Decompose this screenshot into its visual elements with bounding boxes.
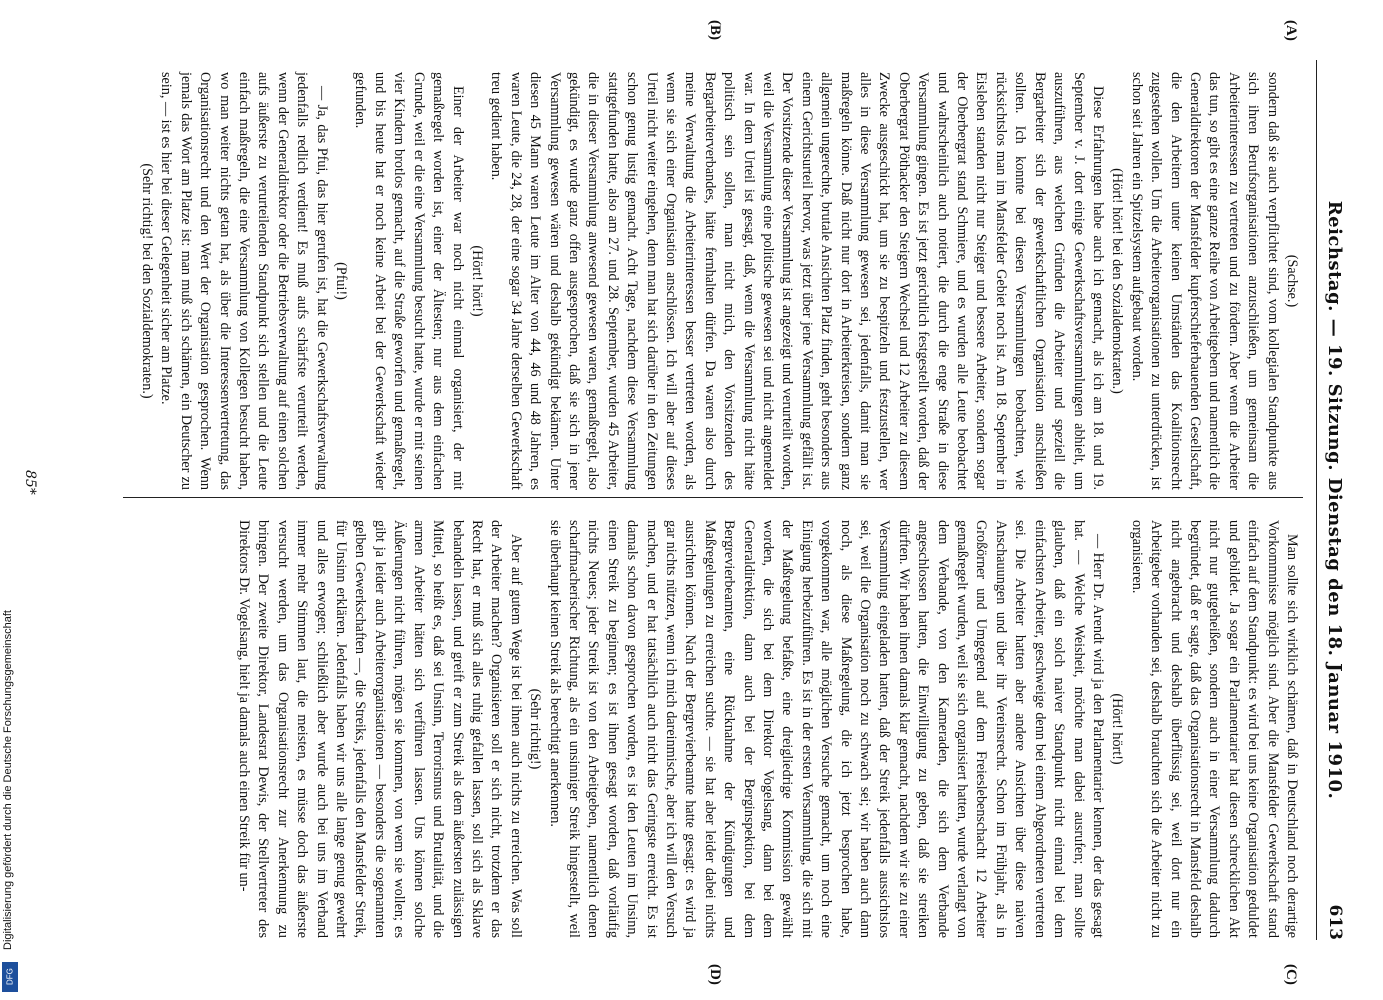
left-column (137, 72, 1301, 490)
paragraph: Man sollte sich wirklich schämen, daß in Deutschland noch derartige Vorkommnisse möglich sind. Aber die Mansfelder Gewerkschaft stand einfach auf dem Standpunkt: es wird bei uns keine Organisation geduldet und gebildet. Ja sogar ein Parlamentarier hat diesen schrecklichen Akt nicht nur gutgeheißen, sondern auch in einer Versammlung dadurch begründet, daß er sagte, daß das Organisationsrecht in Mansfeld deshalb nicht angebracht und deshalb überflüssig sei, weil dort nur ein Arbeitgeber vorhanden sei, deshalb brauchten sich die Arbeiter nicht zu organisieren. (1128, 520, 1300, 938)
paragraph: Einer der Arbeiter war noch nicht einmal organisiert, der mit gemaßregelt worden ist, einer der Ältesten; nur aus dem einfachen Grunde, weil er die eine Versammlung besucht hatte, wurde er mit seinen vier Kindern brotlos gemacht, auf die Straße geworfen und gemaßregelt, und bis heute hat er noch keine Arbeit bei der Gewerkschaft wieder gefunden. (352, 72, 466, 490)
interjection: (Pfui!) (333, 262, 350, 300)
page-title: Reichstag. — 19. Sitzung. Dienstag den 18. Januar 1910. (1324, 200, 1345, 800)
header-rule (1316, 60, 1317, 940)
margin-letter-a: (A) (1283, 20, 1299, 41)
paragraph: — Ja, das Pfui, das hier gerufen ist, hat die Gewerkschaftsverwaltung jedenfalls redlich verdient! Es muß aufs schärfste verurteilt werden, wenn der Generaldirektor oder die Betriebsverwaltung auf einen solchen aufs äußerste zu verurteilenden Standpunkt sich stellen und die Leute einfach maßregeln, die eine Versammlung von Kollegen besucht haben, wo man weiter nichts getan hat, als über die Interessenvertretung, das Organisationsrecht und den Wert der Organisation gesprochen. Wenn jemals das Wort am Platze ist: man muß sich schämen, ein Deutscher zu sein, — ist es hier bei dieser Gelegenheit sicher am Platze. (158, 72, 330, 490)
paragraph: Aber auf gutem Wege ist bei ihnen auch nichts zu erreichen. Was soll der Arbeiter machen? Organisieren soll er sich nicht, trotzdem er das Recht hat, er muß sich alles ruhig gefallen lassen, soll sich als Sklave behandeln lassen, und greift er zum Streik als dem äußersten zulässigen Mittel, so heißt es, daß sei Unsinn, Terrorismus und Brutalität, und die armen Arbeiter hätten sich verführen lassen. Uns können solche Äußerungen nicht führen, mögen sie kommen, von wem sie wollen; es gibt ja leider auch Arbeiterorganisationen — besonders die sogenannten gelben Gewerkschaften —, die Streiks, jedenfalls den Mansfelder Streik, für Unsinn erklären. Jedenfalls haben wir uns alle lange genug gewehrt und alles erwogen; schließlich aber wurde auch bei uns im Verband immer mehr Stimmen laut, die meisten, es müsse doch das äußerste versucht werden, um das Organisationsrecht zur Anerkennung zu bringen. Der zweite Direktor, Landesrat Dewis, der Stellvertreter des Direktors Dr. Vogelsang, hielt ja damals auch einen Streik für un- (236, 520, 524, 938)
interjection: (Hört! hört! bei den Sozialdemokraten.) (1109, 168, 1126, 394)
page-number: 613 (1325, 904, 1345, 940)
signature-mark: 85* (22, 470, 38, 495)
digitization-note: Digitalisierung gefördert durch die Deutsche Forschungsgemeinschaft (2, 610, 14, 950)
speaker-name: (Sachse.) (1284, 254, 1300, 308)
interjection: (Hört! hört!) (468, 245, 485, 317)
paragraph: sondern daß sie auch verpflichtet sind, vom kollegialen Standpunkte aus sich ihren Berufsorganisationen anzuschließen, um gemeinsam die Arbeiterinteressen zu vertreten und zu fördern. Aber wenn die Arbeiter das tun, so gibt es eine ganze Reihe von Arbeitgebern und namentlich die Generaldirektoren der Mansfelder kupferschieferbauenden Gesellschaft, die den Arbeitern unter keinen Umständen das Koalitionsrecht zugestehen wollen. Um die Arbeiterorganisationen zu unterdrücken, ist schon seit Jahren ein Spitzelsystem aufgebaut worden. (1128, 72, 1281, 490)
margin-letter-d: (D) (707, 964, 723, 985)
interjection: (Hört! hört!) (1109, 693, 1126, 765)
page-header (1319, 60, 1345, 940)
interjection: (Sehr richtig!) (527, 688, 544, 770)
interjection: (Sehr richtig! bei den Sozialdemokraten.) (139, 163, 156, 399)
dfg-logo (2, 962, 18, 992)
paragraph: Diese Erfahrungen habe auch ich gemacht, als ich am 18. und 19. September v. J. dort einige Gewerkschaftsversammlungen abhielt, um auszuführen, aus welchen Gründen die Arbeiter und speziell die Bergarbeiter sich der gewerkschaftlichen Organisation anschließen sollten. Ich konnte bei diesen Versammlungen beobachten, wie rücksichtslos man im Mansfelder Gebiet noch ist. Am 18. September in Eisleben standen nicht nur Steiger und bessere Arbeiter, sondern sogar der Oberbergrat stand Schmiere, und es wurden alle Leute beobachtet und wahrscheinlich auch notiert, die durch die enge Straße in diese Versammlung gingen. Es ist jetzt gerichtlich festgestellt worden, daß der Oberbergrat Pöthacker den Steigern Wechsel und 12 Arbeiter zu diesem Zwecke ausgeschickt hat, um sie zu bespitzeln und festzustellen, wer alles in diese Versammlung gewesen sei, jedenfalls, damit man sie maßregeln könne. Daß nicht nur dort in Arbeiterkreisen, sondern ganz allgemein ungerechte, brutale Ansichten Platz finden, geht besonders aus einem Gerichtsurteil hervor, was jetzt über jene Versammlung gefällt ist. Der Vorsitzende dieser Versammlung ist angezeigt und verurteilt worden, weil die Versammlung eine politische gewesen sei und nicht angemeldet war. In dem Urteil ist gesagt, daß, wenn die Versammlung nicht hätte politisch sein sollen, man nicht mich, den Vorsitzenden des Bergarbeiterverbandes, hätte fernhalten dürfen. Da waren also durch meine Verwaltung die Arbeiterinteressen besser vertreten worden, als wenn sie sich einer Organisation anschlössen. Ich will aber auf dieses Urteil nicht weiter eingehen, denn man hat sich darüber in den Zeitungen schon genug lustig gemacht. Acht Tage, nachdem diese Versammlung stattgefunden hatte, also am 27. und 28. September, wurden 45 Arbeiter, die in dieser Versammlung anwesend gewesen waren, gemaßregelt, also gekündigt, es wurde ganz offen ausgesprochen, daß sie sich in jener Versammlung gewesen wären und deshalb gekündigt bekämen. Unter diesen 45 Mann waren Leute im Alter von 44, 46 und 48 Jahren, es waren Leute, die 24, 28, der eine sogar 34 Jahre derselben Gewerkschaft treu gedient haben. (488, 72, 1106, 490)
margin-letter-b: (B) (707, 20, 723, 40)
paragraph: — Herr Dr. Arendt wird ja den Parlamentarier kennen, der das gesagt hat. — Welche Weisheit, möchte man dabei ausrufen; man sollte glauben, daß ein solch naiver Standpunkt nicht einmal bei dem einfachsten Arbeiter, geschweige denn bei einem Abgeordneten vertreten sei. Die Arbeiter hatten aber andere Ansichten über diese naiven Anschauungen und über ihr Vereinsrecht. Schon im Frühjahr, als in Großörner und Umgegend auf dem Freieslebenschacht 12 Arbeiter gemaßregelt wurden, weil sie sich organisiert hatten, wurde verlangt von dem Verbande, von den Kameraden, die sich dem Verbande angeschlossen hatten, die Einwilligung zu geben, daß sie streiken dürften. Wir haben ihnen damals klar gemacht, nachdem wir sie zu einer Versammlung eingeladen hatten, daß der Streik jedenfalls aussichtslos sei, weil die Organisation noch zu schwach sei; wir haben auch dann noch, als diese Maßregelung, die ich jetzt besprochen habe, vorgekommen war, alle möglichen Versuche gemacht, um noch eine Einigung herbeizuführen. Es ist in der ersten Versammlung, die sich mit der Maßregelung befaßte, eine dreigliedrige Kommission gewählt worden, die sich bei dem Direktor Vogelsang, dann bei dem Generaldirektion, dann auch bei der Berginspektion, bei dem Bergrevierbeamten, eine Rücknahme der Kündigungen und Maßregelungen zu erreichen suchte. — sie hat aber leider dabei nichts ausrichten können. Nach der Bergrevierbeamte hatte gesagt: es wird ja gar nichts nützen, wenn ich mich dareinmische, aber ich will den Versuch machen, und er hat tatsächlich auch nicht das Geringste erreicht. Es ist damals schon davon gesprochen worden, es ist den Leuten im Unsinn, einen Streik zu beginnen; es ist ihnen gesagt worden, daß vorläufig nichts Neues; jeder Streik ist von den Arbeitgeben, namentlich denen scharfmacherischer Richtung, als ein unsinniger Streik hingestellt, weil sie überhaupt keinen Streik als berechtigt anerkennen. (546, 520, 1106, 938)
dfg-logo-text: DFG (5, 968, 15, 986)
right-column (234, 520, 1301, 938)
column-divider (123, 497, 1303, 498)
margin-letter-c: (C) (1283, 964, 1299, 985)
